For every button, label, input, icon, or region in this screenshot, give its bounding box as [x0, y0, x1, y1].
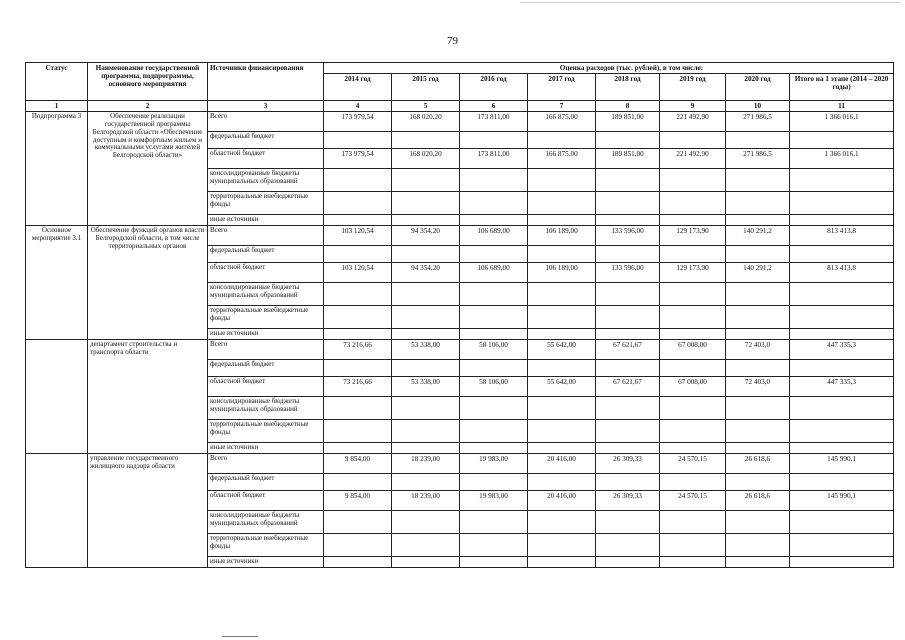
value-cell	[528, 557, 596, 568]
value-cell	[324, 474, 392, 491]
value-cell	[460, 511, 528, 534]
value-cell: 129 173,90	[660, 226, 726, 246]
source-label: областной бюджет	[208, 491, 324, 511]
source-label: иные источники	[208, 443, 324, 454]
value-cell: 129 173,90	[660, 263, 726, 283]
value-cell: 26 618,6	[726, 491, 790, 511]
value-cell	[726, 132, 790, 149]
value-cell: 133 596,00	[596, 226, 660, 246]
value-cell	[460, 132, 528, 149]
value-cell: 1 366 016,1	[790, 149, 894, 169]
row-status: Основное мероприятие 3.1	[26, 226, 88, 340]
value-cell	[660, 246, 726, 263]
value-cell: 24 570,15	[660, 491, 726, 511]
value-cell	[460, 397, 528, 420]
header-name: Наименование государственной программы, подпрограммы, основного мероприятия	[88, 63, 208, 101]
value-cell	[660, 283, 726, 306]
value-cell: 145 990,1	[790, 491, 894, 511]
value-cell: 58 106,00	[460, 340, 528, 360]
column-number: 8	[596, 101, 660, 112]
value-cell	[392, 283, 460, 306]
value-cell	[392, 420, 460, 443]
value-cell: 140 291,2	[726, 226, 790, 246]
page-number: 79	[447, 35, 458, 47]
value-cell: 103 120,54	[324, 226, 392, 246]
value-cell	[460, 192, 528, 215]
value-cell	[324, 215, 392, 226]
value-cell	[790, 360, 894, 377]
source-label: консолидированные бюджеты муниципальных образований	[208, 397, 324, 420]
value-cell	[596, 283, 660, 306]
value-cell	[726, 511, 790, 534]
value-cell	[660, 215, 726, 226]
value-cell: 67 008,00	[660, 340, 726, 360]
year-header: 2018 год	[596, 74, 660, 101]
value-cell	[596, 474, 660, 491]
value-cell	[596, 397, 660, 420]
value-cell	[528, 192, 596, 215]
source-label: консолидированные бюджеты муниципальных образований	[208, 511, 324, 534]
value-cell: 72 403,0	[726, 377, 790, 397]
value-cell	[726, 329, 790, 340]
value-cell: 94 354,20	[392, 263, 460, 283]
value-cell: 67 008,00	[660, 377, 726, 397]
value-cell	[324, 557, 392, 568]
value-cell	[460, 246, 528, 263]
header-estimate: Оценка расходов (тыс. рублей), в том числе:	[324, 63, 894, 74]
value-cell: 813 413,8	[790, 226, 894, 246]
value-cell: 24 570,15	[660, 454, 726, 474]
value-cell	[392, 360, 460, 377]
source-label: иные источники	[208, 329, 324, 340]
value-cell	[460, 306, 528, 329]
value-cell	[660, 132, 726, 149]
source-label: Всего	[208, 112, 324, 132]
value-cell	[790, 169, 894, 192]
value-cell: 173 979,54	[324, 149, 392, 169]
value-cell: 53 338,00	[392, 377, 460, 397]
value-cell	[726, 306, 790, 329]
value-cell	[460, 474, 528, 491]
value-cell	[790, 283, 894, 306]
value-cell	[790, 192, 894, 215]
value-cell: 58 106,00	[460, 377, 528, 397]
value-cell	[726, 169, 790, 192]
value-cell: 9 854,00	[324, 491, 392, 511]
source-label: иные источники	[208, 215, 324, 226]
source-label: Всего	[208, 226, 324, 246]
value-cell	[528, 306, 596, 329]
value-cell	[726, 192, 790, 215]
value-cell: 67 621,67	[596, 377, 660, 397]
value-cell	[392, 192, 460, 215]
value-cell	[528, 443, 596, 454]
value-cell: 53 338,00	[392, 340, 460, 360]
value-cell: 26 309,33	[596, 454, 660, 474]
budget-table	[25, 62, 894, 568]
value-cell: 166 875,00	[528, 112, 596, 132]
value-cell: 166 875,00	[528, 149, 596, 169]
value-cell	[528, 132, 596, 149]
value-cell	[460, 329, 528, 340]
value-cell: 106 189,00	[528, 263, 596, 283]
value-cell	[660, 511, 726, 534]
value-cell	[392, 511, 460, 534]
value-cell	[460, 169, 528, 192]
value-cell: 189 851,00	[596, 112, 660, 132]
value-cell: 173 979,54	[324, 112, 392, 132]
value-cell	[660, 534, 726, 557]
year-header: 2019 год	[660, 74, 726, 101]
value-cell	[392, 557, 460, 568]
value-cell: 221 492,90	[660, 112, 726, 132]
value-cell	[528, 283, 596, 306]
row-status	[26, 454, 88, 568]
source-label: федеральный бюджет	[208, 132, 324, 149]
column-number: 4	[324, 101, 392, 112]
value-cell: 133 596,00	[596, 263, 660, 283]
value-cell	[324, 534, 392, 557]
value-cell	[392, 397, 460, 420]
value-cell	[660, 169, 726, 192]
value-cell	[596, 360, 660, 377]
source-label: областной бюджет	[208, 377, 324, 397]
value-cell	[528, 215, 596, 226]
value-cell: 173 811,00	[460, 149, 528, 169]
table-row	[26, 112, 894, 132]
column-number: 2	[88, 101, 208, 112]
value-cell	[790, 474, 894, 491]
value-cell	[790, 306, 894, 329]
value-cell	[596, 420, 660, 443]
value-cell	[596, 511, 660, 534]
value-cell	[528, 534, 596, 557]
value-cell	[726, 397, 790, 420]
value-cell	[726, 246, 790, 263]
value-cell	[660, 443, 726, 454]
column-number: 11	[790, 101, 894, 112]
value-cell	[596, 557, 660, 568]
value-cell	[726, 215, 790, 226]
value-cell	[596, 132, 660, 149]
column-number: 6	[460, 101, 528, 112]
value-cell	[790, 246, 894, 263]
source-label: областной бюджет	[208, 149, 324, 169]
value-cell	[528, 511, 596, 534]
column-number: 5	[392, 101, 460, 112]
value-cell: 73 216,66	[324, 377, 392, 397]
value-cell	[596, 246, 660, 263]
value-cell	[528, 474, 596, 491]
value-cell	[660, 397, 726, 420]
value-cell: 9 854,00	[324, 454, 392, 474]
source-label: федеральный бюджет	[208, 474, 324, 491]
source-label: иные источники	[208, 557, 324, 568]
value-cell	[596, 329, 660, 340]
value-cell: 73 216,66	[324, 340, 392, 360]
value-cell: 173 811,00	[460, 112, 528, 132]
value-cell	[726, 474, 790, 491]
value-cell	[324, 420, 392, 443]
value-cell	[460, 443, 528, 454]
value-cell	[460, 557, 528, 568]
year-header: 2015 год	[392, 74, 460, 101]
value-cell	[528, 329, 596, 340]
value-cell: 67 621,67	[596, 340, 660, 360]
column-number: 10	[726, 101, 790, 112]
value-cell: 106 689,00	[460, 263, 528, 283]
value-cell	[324, 329, 392, 340]
value-cell	[726, 534, 790, 557]
value-cell	[726, 557, 790, 568]
value-cell	[324, 169, 392, 192]
source-label: областной бюджет	[208, 263, 324, 283]
table-row	[26, 340, 894, 360]
value-cell	[324, 132, 392, 149]
value-cell	[596, 534, 660, 557]
value-cell: 221 492,90	[660, 149, 726, 169]
value-cell: 55 642,00	[528, 340, 596, 360]
year-header: 2014 год	[324, 74, 392, 101]
value-cell	[324, 443, 392, 454]
scan-artifact-line	[222, 636, 258, 637]
year-header: 2016 год	[460, 74, 528, 101]
value-cell: 271 986,5	[726, 112, 790, 132]
value-cell: 55 642,00	[528, 377, 596, 397]
value-cell: 94 354,20	[392, 226, 460, 246]
source-label: федеральный бюджет	[208, 246, 324, 263]
value-cell	[392, 306, 460, 329]
value-cell: 189 851,00	[596, 149, 660, 169]
value-cell	[392, 474, 460, 491]
value-cell	[392, 215, 460, 226]
value-cell	[790, 329, 894, 340]
year-header: 2017 год	[528, 74, 596, 101]
scan-artifact-line	[520, 2, 900, 3]
value-cell	[660, 557, 726, 568]
column-number: 7	[528, 101, 596, 112]
value-cell: 447 335,3	[790, 340, 894, 360]
value-cell	[392, 169, 460, 192]
value-cell	[324, 306, 392, 329]
value-cell	[660, 306, 726, 329]
value-cell: 103 120,54	[324, 263, 392, 283]
row-status	[26, 340, 88, 454]
value-cell: 106 189,00	[528, 226, 596, 246]
column-number: 3	[208, 101, 324, 112]
value-cell	[324, 511, 392, 534]
source-label: Всего	[208, 340, 324, 360]
value-cell: 140 291,2	[726, 263, 790, 283]
header-sources: Источники финансирования	[208, 63, 324, 101]
row-name: управление государственного жилищного надзора области	[88, 454, 208, 568]
value-cell: 19 983,00	[460, 491, 528, 511]
value-cell: 447 335,3	[790, 377, 894, 397]
value-cell	[726, 443, 790, 454]
value-cell	[392, 329, 460, 340]
source-label: консолидированные бюджеты муниципальных образований	[208, 169, 324, 192]
total-stage-header: Итого на 1 этапе (2014 – 2020 годы)	[790, 74, 894, 101]
value-cell	[528, 397, 596, 420]
value-cell	[596, 215, 660, 226]
row-name: Обеспечение реализации государственной программы Белгородской области «Обеспечение доступным и комфортным жильем и коммунальными услугами жителей Белгородской области»	[88, 112, 208, 226]
value-cell: 20 416,00	[528, 491, 596, 511]
value-cell	[790, 534, 894, 557]
value-cell	[790, 511, 894, 534]
value-cell: 813 413,8	[790, 263, 894, 283]
value-cell	[596, 306, 660, 329]
value-cell	[596, 169, 660, 192]
value-cell	[324, 360, 392, 377]
value-cell: 106 689,00	[460, 226, 528, 246]
source-label: Всего	[208, 454, 324, 474]
value-cell	[790, 397, 894, 420]
source-label: территориальные внебюджетные фонды	[208, 420, 324, 443]
source-label: территориальные внебюджетные фонды	[208, 192, 324, 215]
source-label: территориальные внебюджетные фонды	[208, 306, 324, 329]
value-cell: 271 986,5	[726, 149, 790, 169]
value-cell: 26 618,6	[726, 454, 790, 474]
value-cell: 18 239,00	[392, 491, 460, 511]
value-cell	[726, 420, 790, 443]
row-name: департамент строительства и транспорта области	[88, 340, 208, 454]
source-label: территориальные внебюджетные фонды	[208, 534, 324, 557]
source-label: федеральный бюджет	[208, 360, 324, 377]
year-header: 2020 год	[726, 74, 790, 101]
value-cell: 18 239,00	[392, 454, 460, 474]
value-cell	[460, 283, 528, 306]
row-status: Подпрограмма 3	[26, 112, 88, 226]
value-cell: 19 983,00	[460, 454, 528, 474]
value-cell	[726, 360, 790, 377]
value-cell	[392, 132, 460, 149]
row-name: Обеспечение функций органов власти Белгородской области, в том числе территориальных органов	[88, 226, 208, 340]
value-cell	[790, 420, 894, 443]
value-cell	[660, 420, 726, 443]
table-row	[26, 454, 894, 474]
value-cell	[392, 534, 460, 557]
value-cell	[324, 283, 392, 306]
value-cell: 168 020,20	[392, 149, 460, 169]
source-label: консолидированные бюджеты муниципальных образований	[208, 283, 324, 306]
value-cell	[324, 192, 392, 215]
column-number: 1	[26, 101, 88, 112]
value-cell	[460, 420, 528, 443]
value-cell	[460, 360, 528, 377]
value-cell	[528, 360, 596, 377]
value-cell: 145 990,1	[790, 454, 894, 474]
value-cell	[790, 132, 894, 149]
column-number: 9	[660, 101, 726, 112]
value-cell	[790, 215, 894, 226]
value-cell	[726, 283, 790, 306]
value-cell	[392, 443, 460, 454]
value-cell	[596, 443, 660, 454]
value-cell	[660, 192, 726, 215]
value-cell	[660, 360, 726, 377]
value-cell	[324, 397, 392, 420]
value-cell: 72 403,0	[726, 340, 790, 360]
value-cell	[460, 534, 528, 557]
value-cell: 1 366 016,1	[790, 112, 894, 132]
value-cell	[596, 192, 660, 215]
value-cell	[790, 557, 894, 568]
value-cell	[528, 420, 596, 443]
value-cell	[660, 329, 726, 340]
value-cell	[528, 246, 596, 263]
value-cell: 20 416,00	[528, 454, 596, 474]
value-cell: 26 309,33	[596, 491, 660, 511]
value-cell	[460, 215, 528, 226]
header-status: Статус	[26, 63, 88, 101]
value-cell	[324, 246, 392, 263]
value-cell	[790, 443, 894, 454]
value-cell	[392, 246, 460, 263]
table-row	[26, 226, 894, 246]
value-cell	[528, 169, 596, 192]
value-cell	[660, 474, 726, 491]
value-cell: 168 020,20	[392, 112, 460, 132]
